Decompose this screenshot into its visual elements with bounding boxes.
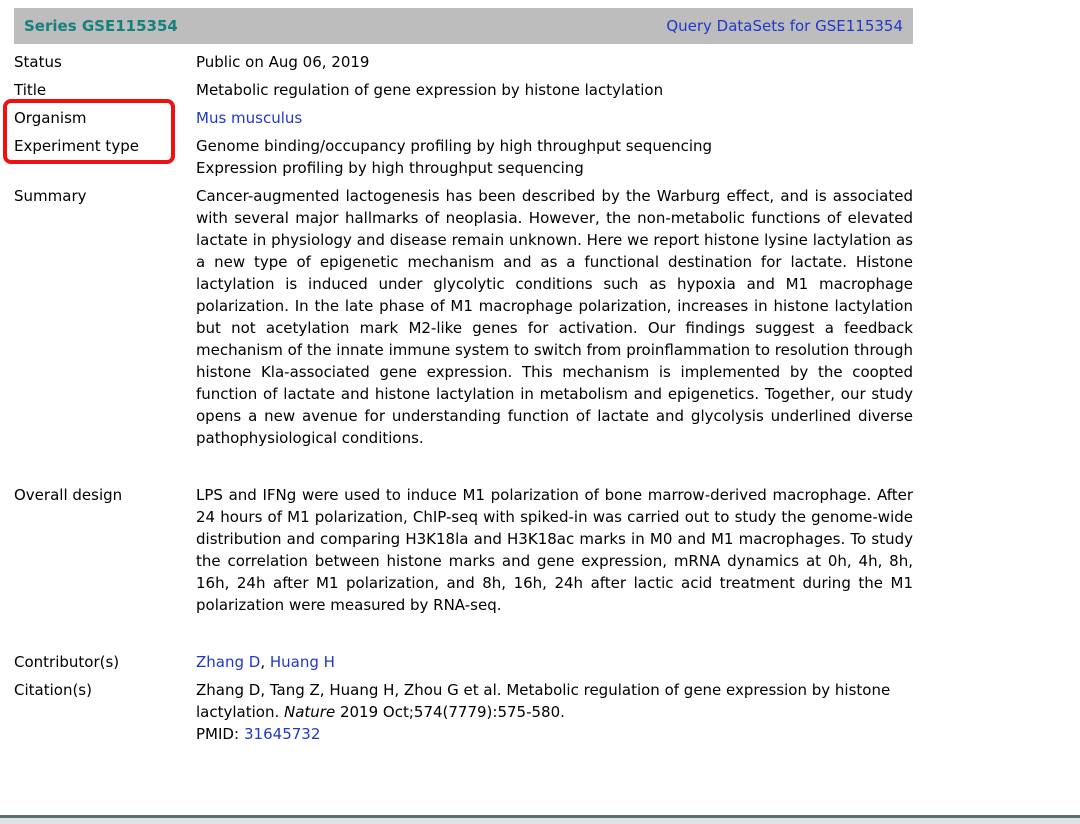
bottom-divider <box>0 815 1080 824</box>
summary-row <box>14 182 913 452</box>
field-table <box>14 48 913 748</box>
overall-design-row <box>14 481 913 619</box>
geo-series-record <box>14 8 913 748</box>
title-label: Title <box>14 81 47 99</box>
experiment-type-value <box>196 132 913 182</box>
series-title: Series GSE115354 <box>24 17 178 35</box>
experiment-type-label: Experiment type <box>14 137 139 155</box>
status-value: Public on Aug 06, 2019 <box>196 53 370 71</box>
summary-label: Summary <box>14 187 87 205</box>
contributors-row <box>14 648 913 676</box>
citation-label: Citation(s) <box>14 681 92 699</box>
overall-design-value: LPS and IFNg were used to induce M1 polarization of bone marrow-derived macrophage. After 24 hours of M1 polarization, ChIP-seq with spiked-in was carried out to study the genome-wide distribution and comparing H3K18la and H3K18ac marks in M0 and M1 macrophages. To study the correlation between histone marks and gene expression, mRNA dynamics at 0h, 4h, 8h, 16h, 24h after M1 polarization, and 8h, 16h, 24h after lactic acid treatment during the M1 polarization were measured by RNA-seq. <box>196 486 913 614</box>
status-row <box>14 48 913 76</box>
pmid-label: PMID: <box>196 725 240 743</box>
contributor-link-1[interactable]: Zhang D <box>196 653 261 671</box>
pmid-link[interactable]: 31645732 <box>244 725 321 743</box>
contributors-value <box>196 648 913 676</box>
citation-journal: Nature <box>284 703 336 721</box>
experiment-type-line1: Genome binding/occupancy profiling by high throughput sequencing <box>196 137 713 155</box>
contributor-link-2[interactable]: Huang H <box>269 653 335 671</box>
organism-label: Organism <box>14 109 87 127</box>
query-datasets-link[interactable]: Query DataSets for GSE115354 <box>666 17 903 35</box>
status-label: Status <box>14 53 62 71</box>
citation-row <box>14 676 913 748</box>
series-header-bar <box>14 8 913 44</box>
summary-value: Cancer-augmented lactogenesis has been described by the Warburg effect, and is associated with several major hallmarks of neoplasia. However, the non-metabolic functions of elevated lactate in physiology and disease remain unknown. Here we report histone lysine lactylation as a new type of epigenetic mechanism and as a functional destination for lactate. Histone lactylation is induced under glycolytic conditions such as hypoxia and M1 macrophage polarization. In the late phase of M1 macrophage polarization, increases in histone lactylation but not acetylation mark M2-like genes for activation. Our findings suggest a feedback mechanism of the innate immune system to switch from proinflammation to resolution through histone Kla-associated gene expression. This mechanism is implemented by the coopted function of lactate and histone lactylation in metabolism and epigenetics. Together, our study opens a new avenue for understanding function of lactate and glycolysis underlined diverse pathophysiological conditions. <box>196 187 913 447</box>
experiment-type-row <box>14 132 913 182</box>
citation-text: Zhang D, Tang Z, Huang H, Zhou G et al. Metabolic regulation of gene expression by histone lactylation. <box>196 681 891 721</box>
organism-link[interactable]: Mus musculus <box>196 109 303 127</box>
contributor-separator: , <box>260 653 270 671</box>
organism-row <box>14 104 913 132</box>
overall-design-label: Overall design <box>14 486 123 504</box>
contributors-label: Contributor(s) <box>14 653 120 671</box>
title-value: Metabolic regulation of gene expression by histone lactylation <box>196 81 664 99</box>
experiment-type-line2: Expression profiling by high throughput sequencing <box>196 159 584 177</box>
citation-text-after: 2019 Oct;574(7779):575-580. <box>335 703 565 721</box>
citation-value <box>196 676 913 748</box>
title-row <box>14 76 913 104</box>
